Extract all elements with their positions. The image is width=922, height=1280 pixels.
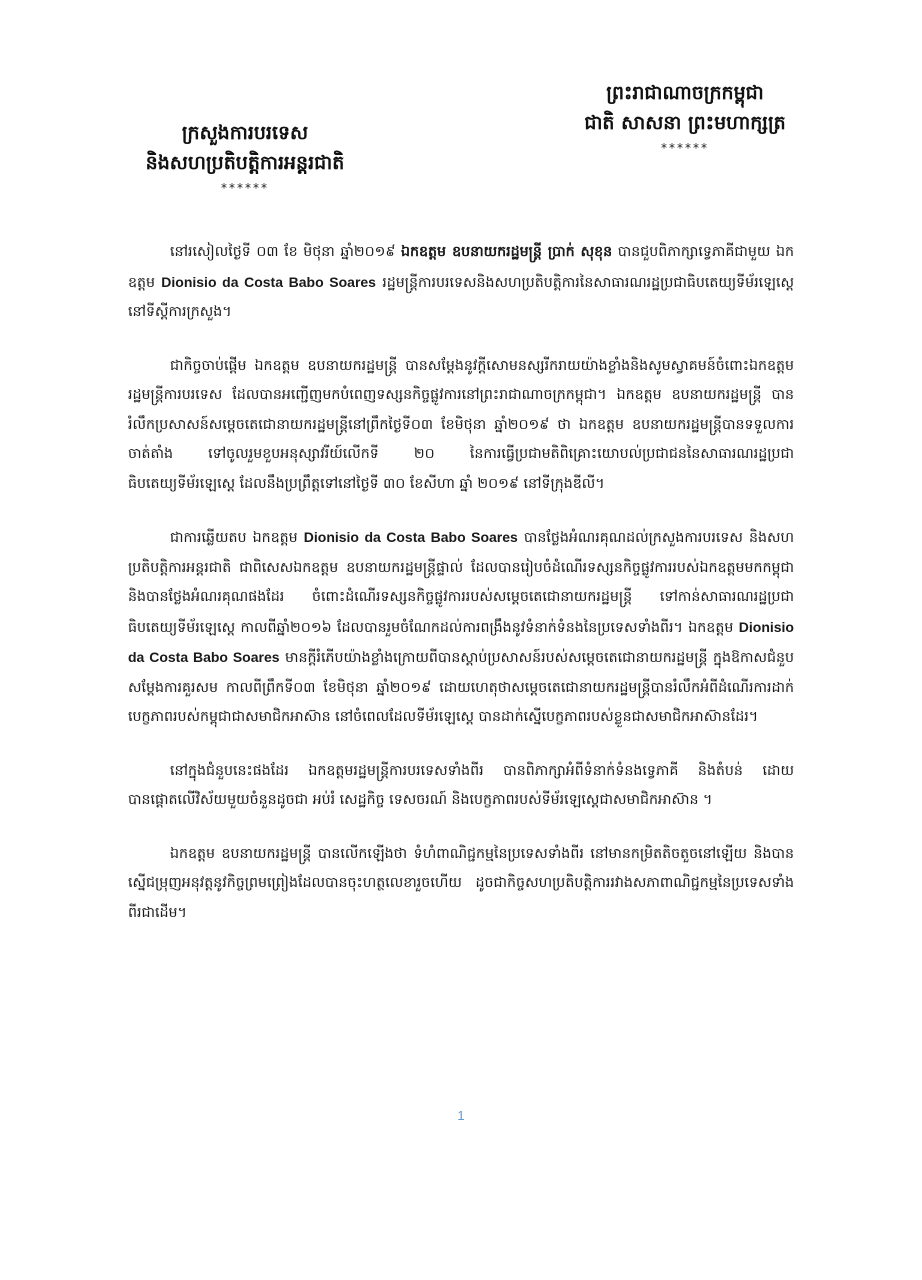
kingdom-header	[540, 78, 830, 156]
press-release-body	[128, 238, 794, 952]
p3-minister-name-2: Dionisio da Costa Babo Soares	[128, 618, 794, 665]
p3-text-mid: បានថ្លែងអំណរគុណដល់ក្រសួងការបរទេស និងសហប្រតិបត្តិការអន្តរជាតិ ជាពិសេសឯកឧត្តម ឧបនាយករដ្ឋមន្ត្រីផ្ទាល់ ដែលបានរៀបចំដំណើរទស្សនកិច្ចផ្លូវការរបស់ឯកឧត្តមមកកម្ពុជា និងបានថ្លែងអំណរគុណផងដែរ ចំពោះដំណើរទស្សនកិច្ចផ្លូវការរបស់សម្តេចតេជោនាយករដ្ឋមន្ត្រី ទៅកាន់សាធារណរដ្ឋប្រជាធិបតេយ្យទីម័រឡេស្តេ កាលពីឆ្នាំ២០១៦ ដែលបានរួមចំណែកដល់ការពង្រឹងនូវទំនាក់ទំនងនៃប្រទេសទាំងពីរ។ ឯកឧត្តម	[128, 530, 794, 636]
page-number: 1	[457, 1108, 465, 1123]
p3-minister-name: Dionisio da Costa Babo Soares	[303, 529, 518, 545]
kingdom-motto: ជាតិ សាសនា ព្រះមហាក្សត្រ	[584, 112, 786, 134]
paragraph-5: ឯកឧត្តម ឧបនាយករដ្ឋមន្ត្រី បានលើកឡើងថា ទំហំពាណិជ្ជកម្មនៃប្រទេសទាំងពីរ នៅមានកម្រិតតិចតួចនៅឡើយ និងបានស្នើជម្រុញអនុវត្តនូវកិច្ចព្រមព្រៀងដែលបានចុះហត្ថលេខារួចហើយ ដូចជាកិច្ចសហប្រតិបត្តិការរវាងសភាពាណិជ្ជកម្មនៃប្រទេសទាំងពីរជាដើម។	[128, 845, 794, 921]
ministry-header	[120, 118, 370, 196]
paragraph-1	[128, 238, 794, 328]
p1-text-end: រដ្ឋមន្ត្រីការបរទេសនិងសហប្រតិបត្តិការនៃសាធារណរដ្ឋប្រជាធិបតេយ្យទីម័រឡេស្តេ នៅទីស្តីការក្រសួង។	[128, 274, 795, 320]
ministry-name-continued: និងសហប្រតិបត្តិការអន្តរជាតិ	[145, 152, 345, 174]
paragraph-2: ជាកិច្ចចាប់ផ្តើម ឯកឧត្តម ឧបនាយករដ្ឋមន្ត្រី បានសម្តែងនូវក្តីសោមនស្សរីករាយយ៉ាងខ្លាំងនិងសូមស្វាគមន៍ចំពោះឯកឧត្តម រដ្ឋមន្ត្រីការបរទេស ដែលបានអញ្ជើញមកបំពេញទស្សនកិច្ចផ្លូវការនៅព្រះរាជាណាចក្រកម្ពុជា។ ឯកឧត្តម ឧបនាយករដ្ឋមន្ត្រី បានរំលឹកប្រសាសន៍សម្តេចតេជោនាយករដ្ឋមន្ត្រីនៅព្រឹកថ្ងៃទី០៣ ខែមិថុនា ឆ្នាំ២០១៩ ថា ឯកឧត្តម ឧបនាយករដ្ឋមន្ត្រីបានទទួលការចាត់តាំង ទៅចូលរួមខួបអនុស្សាវរីយ៍លើកទី ២០ នៃការធ្វើប្រជាមតិពិគ្រោះយោបល់ប្រជាជននៃសាធារណរដ្ឋប្រជាធិបតេយ្យទីម័រឡេស្តេ ដែលនឹងប្រព្រឹត្តទៅនៅថ្ងៃទី ៣០ ខែសីហា ឆ្នាំ ២០១៩ នៅទីក្រុងឌីលី។	[128, 357, 794, 492]
p3-text-end: មានក្តីរំភើបយ៉ាងខ្លាំងក្រោយពីបានស្តាប់ប្រសាសន៍របស់សម្តេចតេជោនាយករដ្ឋមន្ត្រី ក្នុងឱកាសជំនួបសម្តែងការគួរសម កាលពីព្រឹកទី០៣ ខែមិថុនា ឆ្នាំ២០១៩ ដោយហេតុថាសម្តេចតេជោនាយករដ្ឋមន្ត្រីបានរំលឹកអំពីដំណើរការដាក់បេក្ខភាពរបស់កម្ពុជាជាសមាជិកអាស៊ាន នៅចំពេលដែលទីម័រឡេស្តេ បានដាក់ស្នើបេក្ខភាពរបស់ខ្លួនជាសមាជិកអាស៊ានដែរ។	[128, 650, 794, 725]
p1-date: នៅរសៀលថ្ងៃទី ០៣ ខែ មិថុនា ឆ្នាំ២០១៩	[170, 244, 402, 260]
ministry-name: ក្រសួងការបរទេស	[181, 122, 309, 144]
kingdom-title: ព្រះរាជាណាចក្រកម្ពុជា	[606, 82, 764, 104]
kingdom-separator: ******	[661, 141, 709, 155]
p3-text: ជាការឆ្លើយតប ឯកឧត្តម	[170, 530, 304, 546]
ministry-separator: ******	[221, 181, 269, 195]
p1-text: បានជួបពិភាក្សាទ្វេភាគីជាមួយ ឯកឧត្តម	[128, 244, 795, 291]
p1-deputy-pm: ឯកឧត្តម ឧបនាយករដ្ឋមន្ត្រី ប្រាក់ សុខុន	[401, 244, 613, 260]
p1-minister-name: Dionisio da Costa Babo Soares	[161, 273, 376, 290]
paragraph-3	[128, 523, 794, 733]
paragraph-4: នៅក្នុងជំនួបនេះផងដែរ ឯកឧត្តមរដ្ឋមន្ត្រីការបរទេសទាំងពីរ បានពិភាក្សាអំពីទំនាក់ទំនងទ្វេភាគី និងតំបន់ ដោយបានផ្តោតលើវិស័យមួយចំនួនដូចជា អប់រំ សេដ្ឋកិច្ច ទេសចរណ៍ និងបេក្ខភាពរបស់ទីម័រឡេស្តេជាសមាជិកអាស៊ាន ។	[128, 762, 794, 808]
